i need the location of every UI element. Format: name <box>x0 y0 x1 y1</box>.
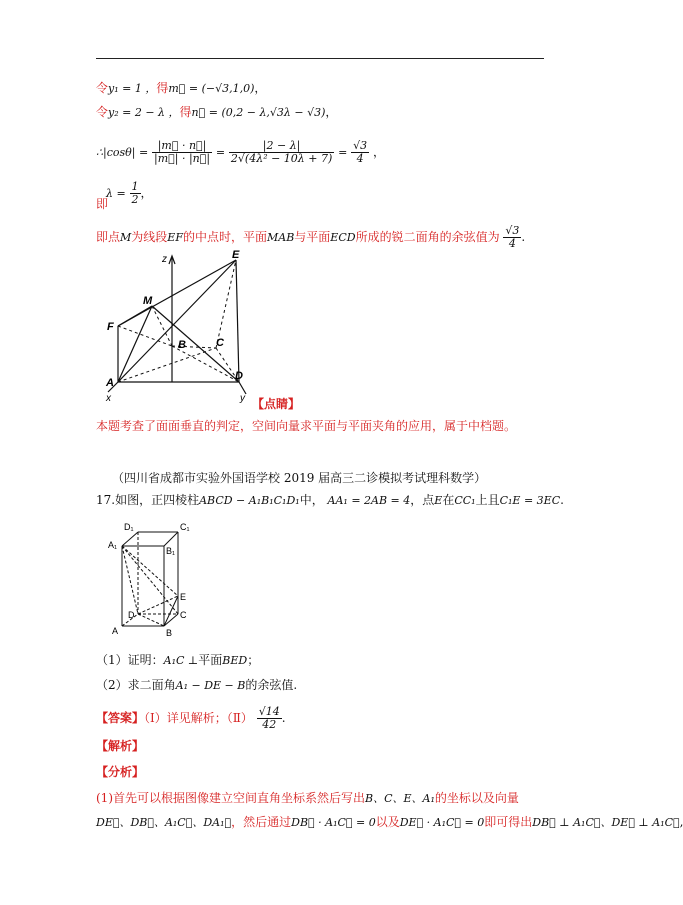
math-A1C: A₁C ⊥ <box>163 654 199 667</box>
label-A: A <box>106 377 114 389</box>
text: 即可得出 <box>484 815 533 829</box>
solution-line-1 <box>96 80 266 97</box>
label-y: y <box>240 393 245 404</box>
edge-B1C1 <box>164 532 178 546</box>
frac-num: √3 <box>353 139 368 152</box>
dashed-MB <box>152 306 172 346</box>
analysis-line-2 <box>96 814 683 831</box>
frac-num: √14 <box>258 705 280 718</box>
math-points: B、C、E、A₁ <box>365 792 435 805</box>
frac-den: 4 <box>356 152 364 165</box>
frac-num: |2 − λ| <box>229 140 334 153</box>
math-lambda: λ = <box>106 187 126 200</box>
problem-stem <box>96 492 564 509</box>
math-perp: DB⃗ ⊥ A₁C⃗、DE⃗ ⊥ A₁C⃗ <box>532 816 680 829</box>
math-prism: ABCD − A₁B₁C₁D₁ <box>199 494 300 507</box>
analysis-line-1 <box>96 790 519 807</box>
equals: = <box>338 146 348 159</box>
dashed-DE <box>138 596 178 614</box>
fraction-half <box>130 181 141 206</box>
math-vector-m: m⃗ = (−√3,1,0) <box>168 82 255 95</box>
math-cos-lhs: ∴|cosθ| = <box>96 146 149 159</box>
math-EF: EF <box>167 231 183 244</box>
edge-MD <box>152 306 239 382</box>
text: 在 <box>442 493 455 507</box>
edge-ED <box>236 260 239 382</box>
text: 与平面 <box>294 230 331 244</box>
punct: . <box>521 230 526 244</box>
math-CC1: CC₁ <box>454 494 476 507</box>
question-2 <box>96 677 297 694</box>
math-dihedral: A₁ − DE − B <box>175 679 246 692</box>
label-C1: C₁ <box>180 522 190 532</box>
dashed-DB <box>138 614 164 626</box>
text: 中， <box>299 493 324 507</box>
label-B1: B₁ <box>166 546 176 556</box>
text: ，点 <box>410 493 435 507</box>
math-dot-1: DB⃗ · A₁C⃗ = 0 <box>291 816 376 829</box>
text: ，然后通过 <box>231 815 292 829</box>
text: 的余弦值. <box>245 678 298 692</box>
label-A1: A₁ <box>108 540 118 550</box>
math-y1: y₁ = 1 ， <box>108 82 157 95</box>
text: 以及 <box>375 815 400 829</box>
header-rule <box>96 58 544 59</box>
text: 所成的锐二面角的余弦值为 <box>355 230 500 244</box>
label-B: B <box>166 628 173 638</box>
math-dot-2: DE⃗ · A₁C⃗ = 0 <box>399 816 485 829</box>
question-1 <box>96 652 259 669</box>
fraction-lambda <box>229 140 334 165</box>
text: （1）证明： <box>96 653 164 667</box>
jiexi-heading: 【解析】 <box>96 739 145 753</box>
fraction-answer <box>257 706 282 731</box>
label-E: E <box>180 592 187 602</box>
label-B: B <box>178 339 186 351</box>
label-C: C <box>216 337 224 349</box>
label-D: D <box>128 610 135 620</box>
text: 平面 <box>198 653 223 667</box>
edge-BE <box>164 596 178 626</box>
edge-BC <box>164 614 178 626</box>
frac-num: 1 <box>131 180 139 193</box>
math-vector-n: n⃗ = (0,2 − λ,√3λ − √3) <box>191 106 326 119</box>
fenxi-heading: 【分析】 <box>96 765 145 779</box>
punct: ， <box>325 105 338 119</box>
label-M: M <box>143 295 153 307</box>
frac-num: √3 <box>505 224 520 237</box>
text-ji: 即 <box>96 197 109 211</box>
solution-line-2 <box>96 104 337 121</box>
comment-text: 本题考查了面面垂直的判定，空间向量求平面与平面夹角的应用，属于中档题。 <box>96 419 517 433</box>
punct <box>680 815 683 829</box>
edge-MA <box>118 306 152 382</box>
math-E: E <box>434 494 443 507</box>
edge-A1D1 <box>122 532 138 546</box>
dashed-CE <box>216 260 236 348</box>
punct: ， <box>254 81 267 95</box>
label-E: E <box>232 249 240 261</box>
punct: . <box>560 493 564 507</box>
label-x: x <box>106 393 111 404</box>
cos-equation <box>96 138 385 167</box>
text-de: 得 <box>179 105 192 119</box>
math-MAB: MAB <box>266 231 295 244</box>
answer-text: （Ⅰ）详见解析；（Ⅱ） <box>144 711 253 725</box>
answer-line <box>96 704 286 732</box>
text: 17.如图，正四棱柱 <box>96 493 200 507</box>
frac-den: 2 <box>131 193 139 206</box>
text: 的坐标以及向量 <box>434 791 519 805</box>
dashed-AC <box>118 348 216 382</box>
figure-prism-1 <box>96 248 266 408</box>
figure-prism-2 <box>106 518 196 640</box>
problem-source: （四川省成都市实验外国语学校 2019 届高三二诊模拟考试理科数学） <box>112 471 487 485</box>
label-F: F <box>107 321 114 333</box>
text: 的中点时，平面 <box>182 230 267 244</box>
frac-den: |m⃗| · |n⃗| <box>154 152 211 165</box>
math-M: M <box>120 231 132 244</box>
label-D1: D₁ <box>124 522 134 532</box>
math-ECD: ECD <box>330 231 356 244</box>
punct: ， <box>140 186 153 200</box>
frac-num: |m⃗ · n⃗| <box>152 140 212 153</box>
answer-heading: 【答案】 <box>96 711 145 725</box>
text: 为线段 <box>131 230 168 244</box>
text-ling: 令 <box>96 81 109 95</box>
text-ling: 令 <box>96 105 109 119</box>
label-D: D <box>235 370 243 382</box>
label-A: A <box>112 626 119 636</box>
fraction-conclusion <box>503 225 521 250</box>
math-condition-2: C₁E = 3EC <box>499 494 561 507</box>
fraction-sqrt3-4 <box>351 140 369 165</box>
equals: = <box>215 146 226 159</box>
math-condition: AA₁ = 2AB = 4 <box>327 494 411 507</box>
text: 即点 <box>96 230 121 244</box>
text: 上且 <box>475 493 500 507</box>
math-BED: BED <box>222 654 248 667</box>
text-de: 得 <box>156 81 169 95</box>
punct: ； <box>247 653 260 667</box>
fraction-mn <box>152 140 212 165</box>
lambda-value <box>106 180 153 207</box>
label-z: z <box>162 254 167 265</box>
math-vectors: DE⃗、DB⃗、A₁C⃗、DA₁⃗ <box>96 816 232 829</box>
frac-den: 2√(4λ² − 10λ + 7) <box>230 152 333 165</box>
text: (1)首先可以根据图像建立空间直角坐标系然后写出 <box>96 791 365 805</box>
frac-den: 4 <box>508 237 516 250</box>
comment-heading: 【点睛】 <box>252 397 301 411</box>
punct: . <box>281 711 286 725</box>
math-y2: y₂ = 2 − λ ， <box>108 106 180 119</box>
text: （2）求二面角 <box>96 678 176 692</box>
frac-den: 42 <box>262 718 277 731</box>
label-C: C <box>180 610 187 620</box>
punct: ， <box>373 145 386 159</box>
